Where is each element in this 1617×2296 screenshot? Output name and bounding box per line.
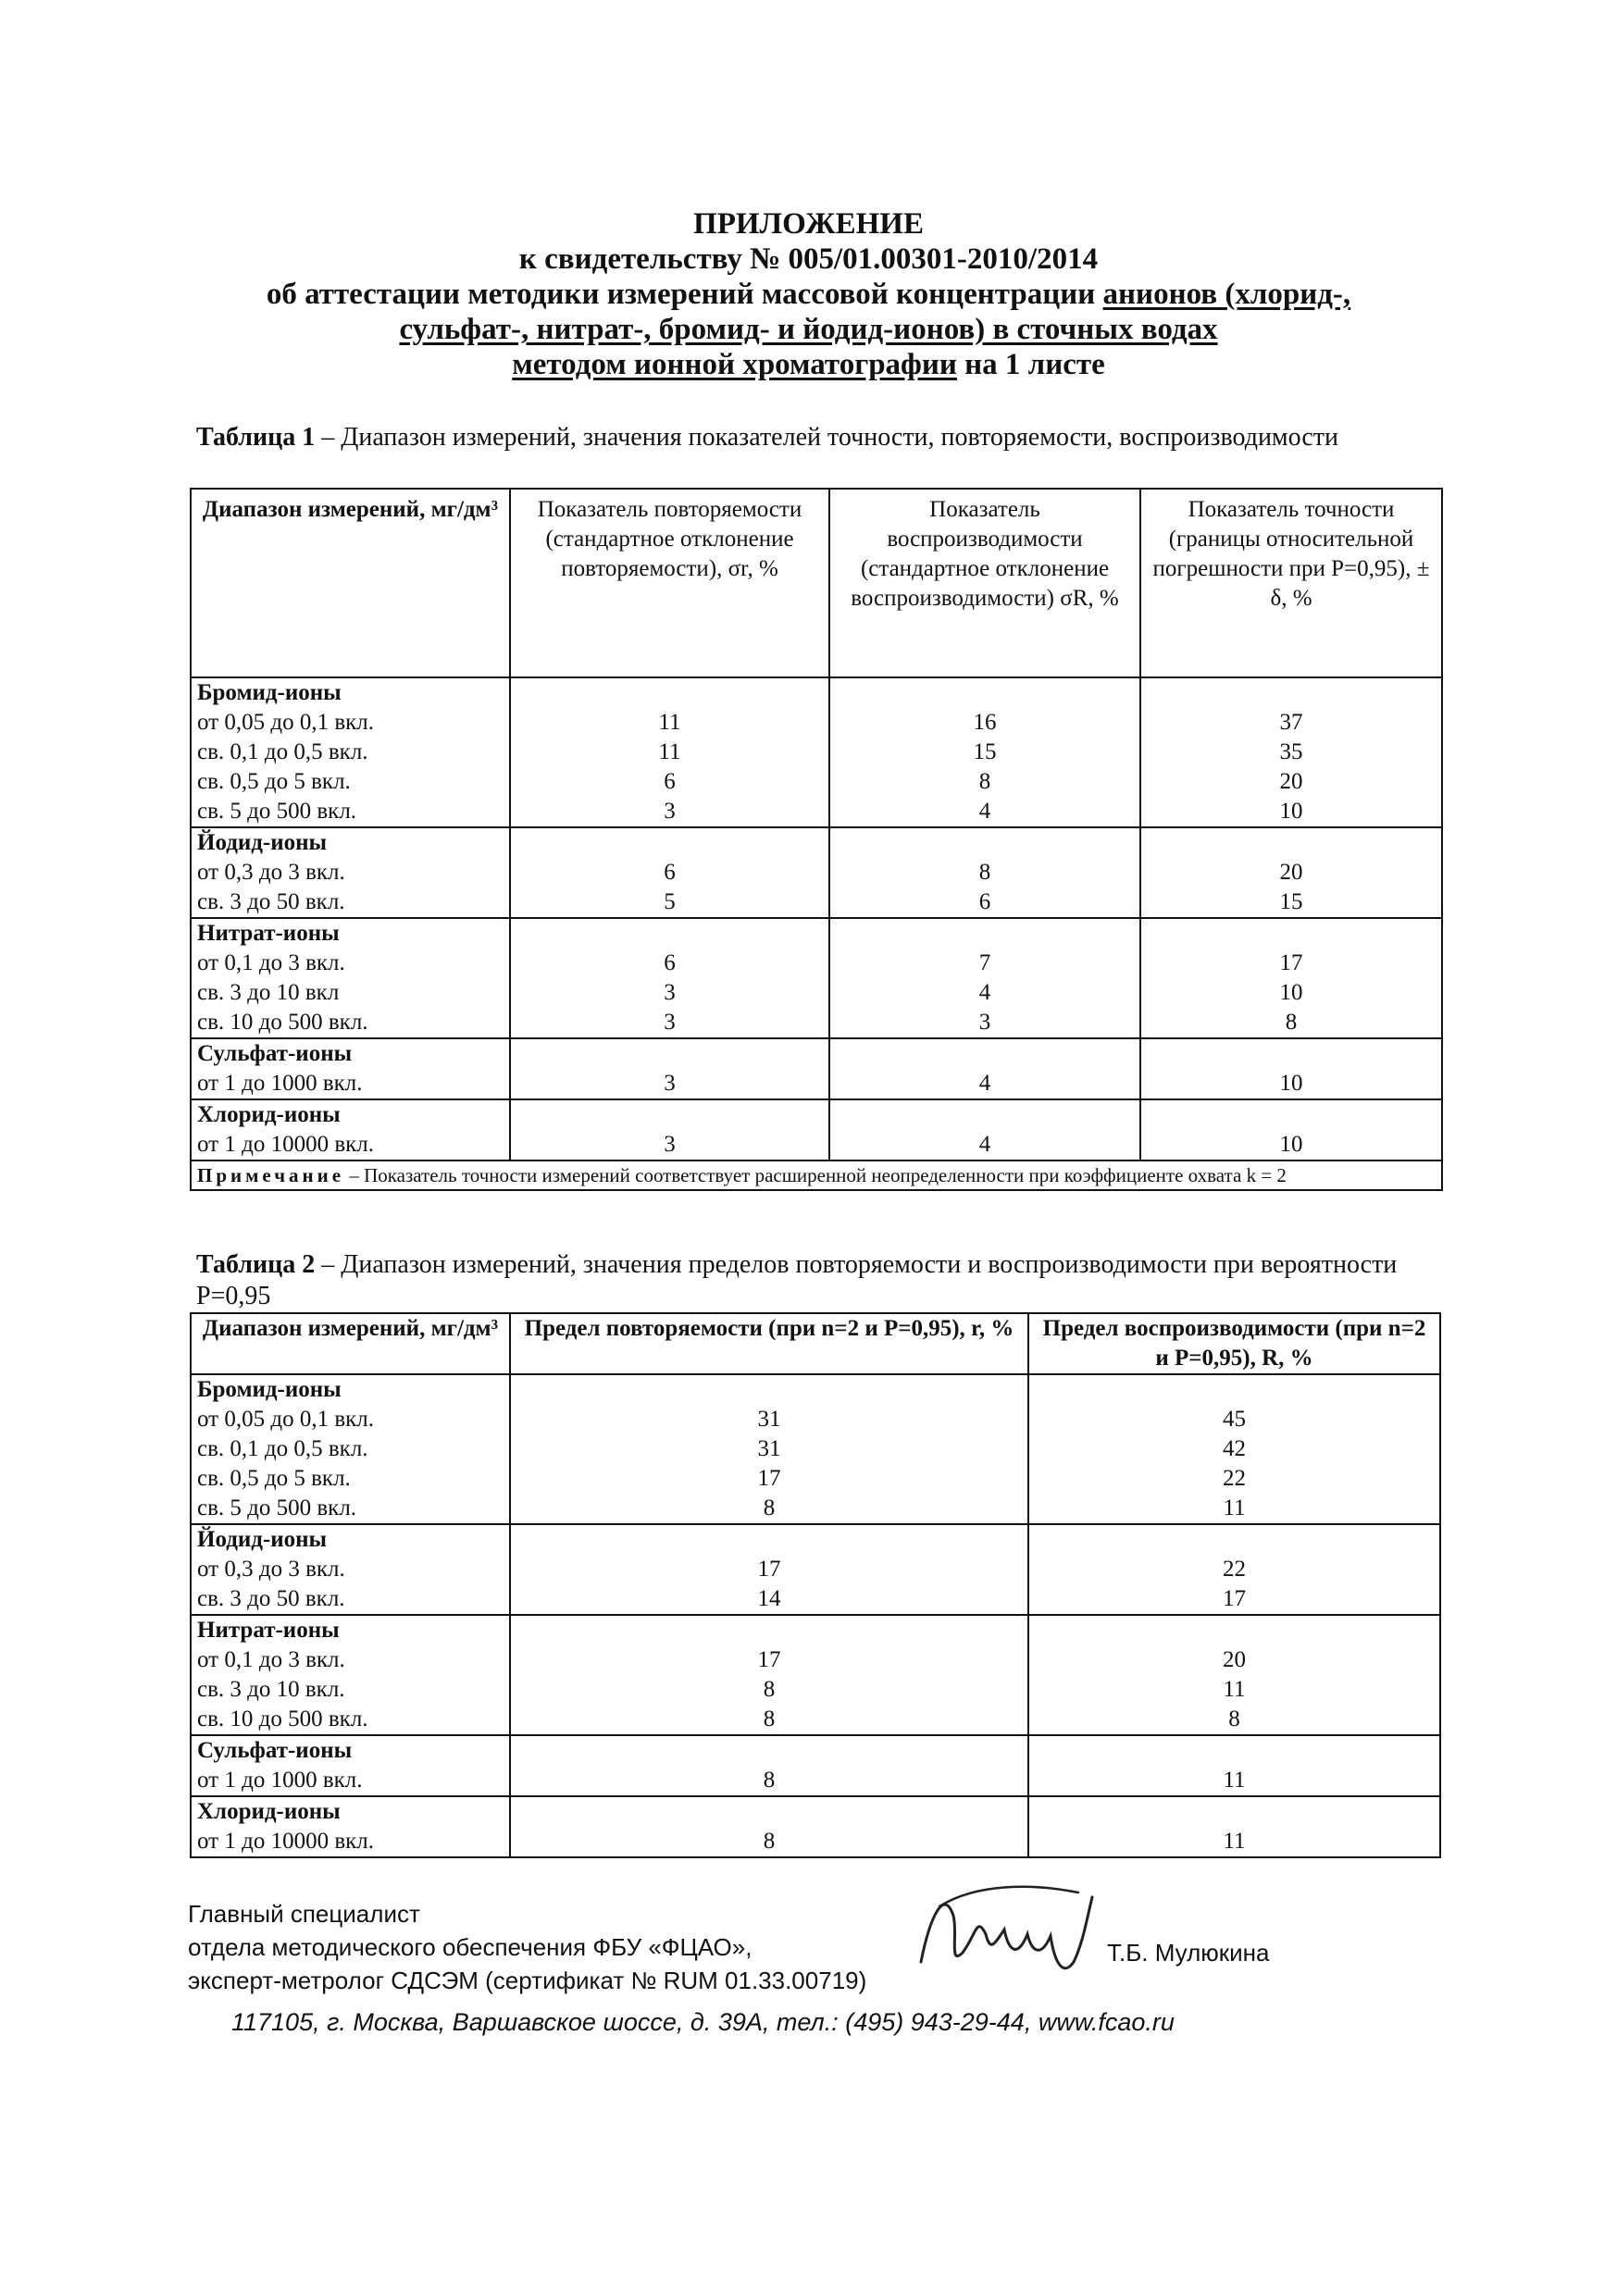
subtitle-prefix: об аттестации методики измерений массовой концентрации [266,278,1103,311]
t2-value-c2: 11 [1028,1766,1440,1796]
t1-data-row [191,858,1442,887]
table2 [190,1312,1441,1858]
t2-header-reproducibility-limit: Предел воспроизводимости (при n=2 и P=0,95), R, % [1028,1313,1440,1374]
subtitle-method: методом ионной хроматографии [512,348,957,381]
t2-group-spacer [510,1615,1028,1645]
t1-header-reproducibility [829,489,1140,677]
t2-value-c1: 8 [510,1827,1028,1857]
t2-group-spacer [1028,1374,1440,1405]
t2-group-spacer [1028,1735,1440,1766]
t1-group-row [191,1038,1442,1069]
t2-group-row [191,1524,1440,1555]
t1-data-row [191,949,1442,978]
t2-group-spacer [510,1796,1028,1827]
t2-value-c1: 8 [510,1766,1028,1796]
t1-group-spacer [1140,827,1442,858]
t1-group-name: Хлорид-ионы [191,1099,510,1130]
table2-caption-label: Таблица 2 [196,1250,316,1279]
t1-value-c3: 10 [1140,978,1442,1008]
t2-range-cell: св. 3 до 10 вкл. [191,1675,510,1705]
t1-range-cell: от 1 до 10000 вкл. [191,1130,510,1160]
t1-data-row [191,1069,1442,1099]
t1-value-c3: 20 [1140,767,1442,797]
t2-data-row [191,1494,1440,1524]
t2-group-name: Бромид-ионы [191,1374,510,1405]
t1-value-c2: 15 [829,738,1140,767]
t1-value-c3: 8 [1140,1008,1442,1038]
t1-value-c2: 3 [829,1008,1140,1038]
t1-data-row [191,708,1442,738]
table1-header-row [191,489,1442,677]
t2-data-row [191,1405,1440,1434]
t1-value-c1: 5 [510,887,829,918]
table2-caption-text: – Диапазон измерений, значения пределов повторяемости и воспроизводимости при вероятности P=0,95 [196,1250,1398,1310]
t1-group-row [191,918,1442,949]
t1-value-c3: 10 [1140,1069,1442,1099]
t1-group-row [191,1099,1442,1130]
t2-group-spacer [510,1524,1028,1555]
t1-range-cell: от 0,05 до 0,1 вкл. [191,708,510,738]
t1-group-name: Нитрат-ионы [191,918,510,949]
t2-value-c1: 14 [510,1584,1028,1615]
t1-group-spacer [829,677,1140,708]
t2-group-spacer [510,1374,1028,1405]
t2-value-c1: 31 [510,1434,1028,1464]
t2-range-cell: от 0,05 до 0,1 вкл. [191,1405,510,1434]
t2-group-row [191,1796,1440,1827]
t1-range-cell: от 0,1 до 3 вкл. [191,949,510,978]
t1-value-c2: 4 [829,1130,1140,1160]
t1-data-row [191,1130,1442,1160]
t2-value-c2: 45 [1028,1405,1440,1434]
t2-data-row [191,1584,1440,1615]
t2-group-name: Йодид-ионы [191,1524,510,1555]
table2-caption [196,1249,1437,1312]
subtitle-underlined: анионов (хлорид-, [1102,278,1351,311]
t1-value-c1: 3 [510,1130,829,1160]
t1-value-c2: 7 [829,949,1140,978]
t1-value-c3: 15 [1140,887,1442,918]
t1-range-cell: св. 0,5 до 5 вкл. [191,767,510,797]
t1-range-cell: св. 5 до 500 вкл. [191,797,510,827]
t2-data-row [191,1675,1440,1705]
t2-header-range: Диапазон измерений, мг/дм³ [191,1313,510,1374]
t2-value-c2: 20 [1028,1645,1440,1675]
t2-group-name: Нитрат-ионы [191,1615,510,1645]
handwritten-signature [902,1879,1106,1990]
t2-group-row [191,1374,1440,1405]
t2-data-row [191,1645,1440,1675]
t1-group-name: Бромид-ионы [191,677,510,708]
t2-data-row [191,1766,1440,1796]
t2-value-c1: 17 [510,1464,1028,1494]
t2-data-row [191,1464,1440,1494]
t2-value-c2: 8 [1028,1705,1440,1735]
t2-data-row [191,1555,1440,1584]
signer-certificate: эксперт-метролог СДСЭМ (сертификат № RUM 01.33.00719) [188,1967,867,1994]
t2-range-cell: от 1 до 1000 вкл. [191,1766,510,1796]
t1-value-c1: 6 [510,767,829,797]
table1-note-label: Примечание [197,1164,345,1186]
signer-name: Т.Б. Мулюкина [1107,1939,1270,1967]
t1-data-row [191,1008,1442,1038]
t2-data-row [191,1827,1440,1857]
t2-group-spacer [1028,1796,1440,1827]
t1-header-accuracy [1140,489,1442,677]
t2-range-cell: св. 10 до 500 вкл. [191,1705,510,1735]
t1-group-name: Сульфат-ионы [191,1038,510,1069]
t2-value-c1: 8 [510,1705,1028,1735]
t1-value-c1: 6 [510,858,829,887]
doc-subtitle-line3 [0,278,1617,311]
t2-value-c2: 11 [1028,1675,1440,1705]
t2-value-c1: 17 [510,1555,1028,1584]
table1-note-text: – Показатель точности измерений соответствует расширенной неопределенности при коэффициенте охвата k = 2 [344,1164,1287,1186]
t1-value-c3: 35 [1140,738,1442,767]
t2-range-cell: от 1 до 10000 вкл. [191,1827,510,1857]
t1-data-row [191,887,1442,918]
t2-range-cell: от 0,1 до 3 вкл. [191,1645,510,1675]
table1-caption-label: Таблица 1 [196,423,316,452]
t1-value-c3: 10 [1140,797,1442,827]
t1-group-spacer [829,827,1140,858]
t1-value-c2: 6 [829,887,1140,918]
t1-value-c1: 3 [510,797,829,827]
table1 [190,488,1443,1191]
t2-group-name: Сульфат-ионы [191,1735,510,1766]
t2-group-spacer [1028,1615,1440,1645]
t1-value-c1: 11 [510,708,829,738]
t1-group-spacer [1140,918,1442,949]
t2-group-name: Хлорид-ионы [191,1796,510,1827]
t2-value-c2: 22 [1028,1555,1440,1584]
t2-group-spacer [1028,1524,1440,1555]
t1-group-row [191,677,1442,708]
t1-value-c1: 3 [510,1069,829,1099]
t1-value-c2: 8 [829,858,1140,887]
t1-range-cell: св. 10 до 500 вкл. [191,1008,510,1038]
t2-group-row [191,1615,1440,1645]
t1-value-c1: 11 [510,738,829,767]
t1-group-spacer [1140,1038,1442,1069]
t1-group-name: Йодид-ионы [191,827,510,858]
t2-value-c2: 11 [1028,1494,1440,1524]
t1-range-cell: св. 0,1 до 0,5 вкл. [191,738,510,767]
t1-header-repeatability [510,489,829,677]
signer-position: Главный специалист [188,1900,420,1928]
t1-value-c2: 4 [829,1069,1140,1099]
t1-value-c2: 16 [829,708,1140,738]
subtitle-sheets: на 1 листе [956,348,1105,381]
t2-header-repeatability-limit: Предел повторяемости (при n=2 и P=0,95), r, % [510,1313,1028,1374]
t1-value-c1: 3 [510,1008,829,1038]
t1-data-row [191,978,1442,1008]
t1-group-spacer [1140,1099,1442,1130]
t1-value-c2: 4 [829,797,1140,827]
t1-group-spacer [829,1099,1140,1130]
t1-group-spacer [1140,677,1442,708]
t1-data-row [191,738,1442,767]
table2-header-row [191,1313,1440,1374]
t2-value-c1: 31 [510,1405,1028,1434]
t2-value-c2: 22 [1028,1464,1440,1494]
table1-caption-text: – Диапазон измерений, значения показателей точности, повторяемости, воспроизводимости [315,423,1338,452]
table1-note-row [191,1160,1442,1190]
t1-group-spacer [510,827,829,858]
t2-group-row [191,1735,1440,1766]
organization-address: 117105, г. Москва, Варшавское шоссе, д. 39А, тел.: (495) 943-29-44, www.fcao.ru [231,2008,1175,2036]
doc-subtitle-certificate: к свидетельству № 005/01.00301-2010/2014 [518,242,1099,276]
doc-subtitle-line5 [0,348,1617,381]
t2-value-c1: 8 [510,1494,1028,1524]
t1-group-spacer [510,1099,829,1130]
t1-range-cell: от 1 до 1000 вкл. [191,1069,510,1099]
t1-value-c2: 4 [829,978,1140,1008]
t2-group-spacer [510,1735,1028,1766]
t2-value-c2: 42 [1028,1434,1440,1464]
t1-group-spacer [510,918,829,949]
table2-body [191,1374,1440,1857]
t2-value-c2: 11 [1028,1827,1440,1857]
t1-header-range: Диапазон измерений, мг/дм³ [191,489,510,677]
t1-group-spacer [510,677,829,708]
t1-value-c3: 20 [1140,858,1442,887]
signer-department: отдела методического обеспечения ФБУ «ФЦАО», [188,1933,753,1961]
t2-value-c1: 17 [510,1645,1028,1675]
t2-range-cell: от 0,3 до 3 вкл. [191,1555,510,1584]
t1-data-row [191,767,1442,797]
table1-note [191,1160,1442,1190]
t1-header-reproducibility-text: Показатель воспроизводимости (стандартное отклонение воспроизводимости) σR, % [851,497,1119,611]
t2-range-cell: св. 0,5 до 5 вкл. [191,1464,510,1494]
t2-value-c1: 8 [510,1675,1028,1705]
t1-group-row [191,827,1442,858]
t1-value-c3: 10 [1140,1130,1442,1160]
doc-subtitle-line4: сульфат-, нитрат-, бромид- и йодид-ионов) в сточных водах [399,313,1218,346]
t1-value-c1: 3 [510,978,829,1008]
t2-range-cell: св. 3 до 50 вкл. [191,1584,510,1615]
t2-data-row [191,1434,1440,1464]
t1-value-c3: 37 [1140,708,1442,738]
t2-data-row [191,1705,1440,1735]
t1-range-cell: от 0,3 до 3 вкл. [191,858,510,887]
t1-group-spacer [510,1038,829,1069]
t1-header-accuracy-text: Показатель точности (границы относительной погрешности при P=0,95), ± δ, % [1152,497,1430,611]
t2-range-cell: св. 0,1 до 0,5 вкл. [191,1434,510,1464]
t1-range-cell: св. 3 до 10 вкл [191,978,510,1008]
doc-title: ПРИЛОЖЕНИЕ [693,207,924,241]
t1-value-c3: 17 [1140,949,1442,978]
t1-data-row [191,797,1442,827]
t2-value-c2: 17 [1028,1584,1440,1615]
t1-group-spacer [829,1038,1140,1069]
t2-range-cell: св. 5 до 500 вкл. [191,1494,510,1524]
t1-value-c1: 6 [510,949,829,978]
t1-range-cell: св. 3 до 50 вкл. [191,887,510,918]
t1-header-repeatability-text: Показатель повторяемости (стандартное отклонение повторяемости), σr, % [537,497,802,581]
t1-group-spacer [829,918,1140,949]
table1-body [191,677,1442,1160]
t1-value-c2: 8 [829,767,1140,797]
table1-caption [196,422,1437,453]
